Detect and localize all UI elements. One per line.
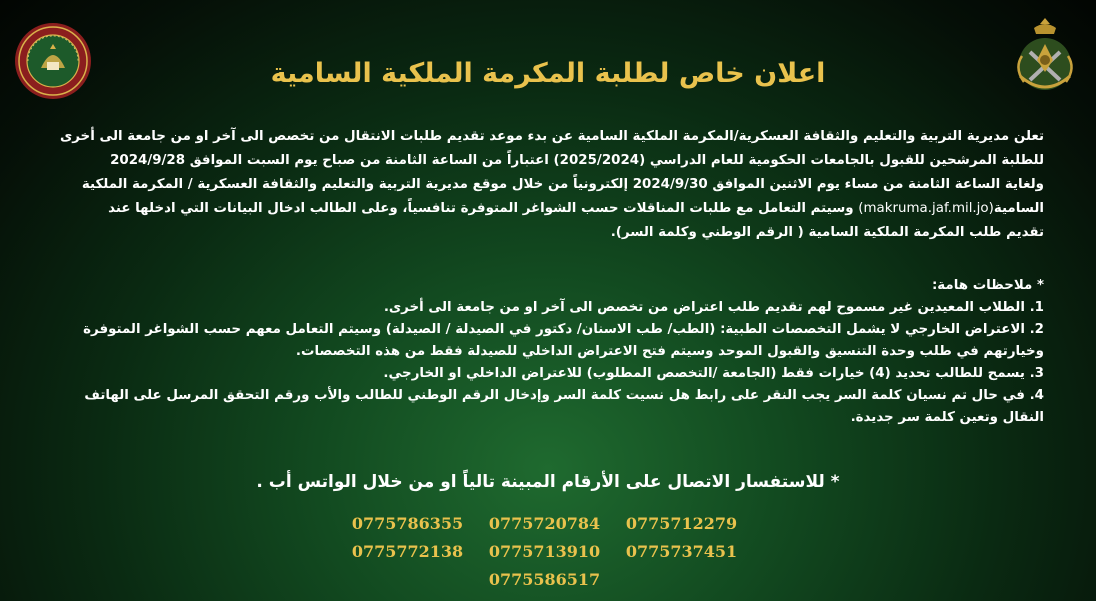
intro-line: للطلبة المرشحين للقبول بالجامعات الحكومية للعام الدراسي (2025/2024) اعتباراً من الساعة الثامنة من صباح يوم السبت الموافق 2024/9/28 [110,153,1044,168]
intro-text: وسيتم التعامل مع طلبات المناقلات حسب الشواغر المتوفرة تنافسياً، وعلى الطالب ادخال البيانات التي ادخلها عند [108,201,854,216]
phone-number[interactable]: 0775712279 [625,514,738,533]
intro-line: تقديم طلب المكرمة الملكية السامية ( الرقم الوطني وكلمة السر). [610,225,1044,240]
inquiry-text: * للاستفسار الاتصال على الأرقام المبينة تالياً او من خلال الواتس أب . [256,472,840,492]
intro-text: السامية [993,201,1044,216]
phone-number[interactable]: 0775772138 [351,542,464,561]
phone-number[interactable]: 0775786355 [351,514,464,533]
intro-line: تعلن مديرية التربية والتعليم والثقافة العسكرية/المكرمة الملكية السامية عن بدء موعد تقديم طلبات الانتقال من تخصص الى آخر او من جامعة الى أخرى [59,129,1044,144]
intro-line: ولغاية الساعة الثامنة من مساء يوم الاثنين الموافق 2024/9/30 إلكترونياً من خلال موقع مديرية التربية والتعليم والثقافة العسكرية / المكرمة الملكية [81,177,1044,192]
phone-number[interactable]: 0775713910 [488,542,601,561]
phone-numbers [340,513,750,591]
phone-number[interactable]: 0775737451 [625,542,738,561]
note-line: وخيارتهم في طلب وحدة التنسيق والقبول الموحد وسيتم فتح الاعتراض الداخلي للصيدلة فقط من هذه التخصصات. [295,344,1044,359]
note-line: النقال وتعين كلمة سر جديدة. [850,410,1044,425]
phone-number[interactable]: 0775720784 [488,514,601,533]
website-link[interactable]: (makruma.jaf.mil.jo) [858,201,994,216]
note-line: 3. يسمح للطالب تحديد (4) خيارات فقط (الجامعة /التخصص المطلوب) للاعتراض الداخلي او الخارجي. [383,366,1044,381]
page-title: اعلان خاص لطلبة المكرمة الملكية السامية [270,58,826,89]
note-line: 1. الطلاب المعيدين غير مسموح لهم تقديم طلب اعتراض من تخصص الى آخر او من جامعة الى أخرى. [383,300,1044,315]
phone-number[interactable]: 0775586517 [488,570,601,589]
note-line: 2. الاعتراض الخارجي لا يشمل التخصصات الطبية: (الطب/ طب الاسنان/ دكتور في الصيدلة / الصيدلة) وسيتم التعامل معهم حسب الشواغر المتوفرة [83,322,1044,337]
important-notes [40,275,1044,429]
intro-line-with-url [40,197,1044,221]
note-line: 4. في حال تم نسيان كلمة السر يجب النقر على رابط هل نسيت كلمة السر وإدخال الرقم الوطني للطالب والأب ورقم التحقق المرسل على الهاتف [84,388,1044,403]
notes-heading: * ملاحظات هامة: [931,278,1044,293]
announcement-body [40,125,1044,245]
